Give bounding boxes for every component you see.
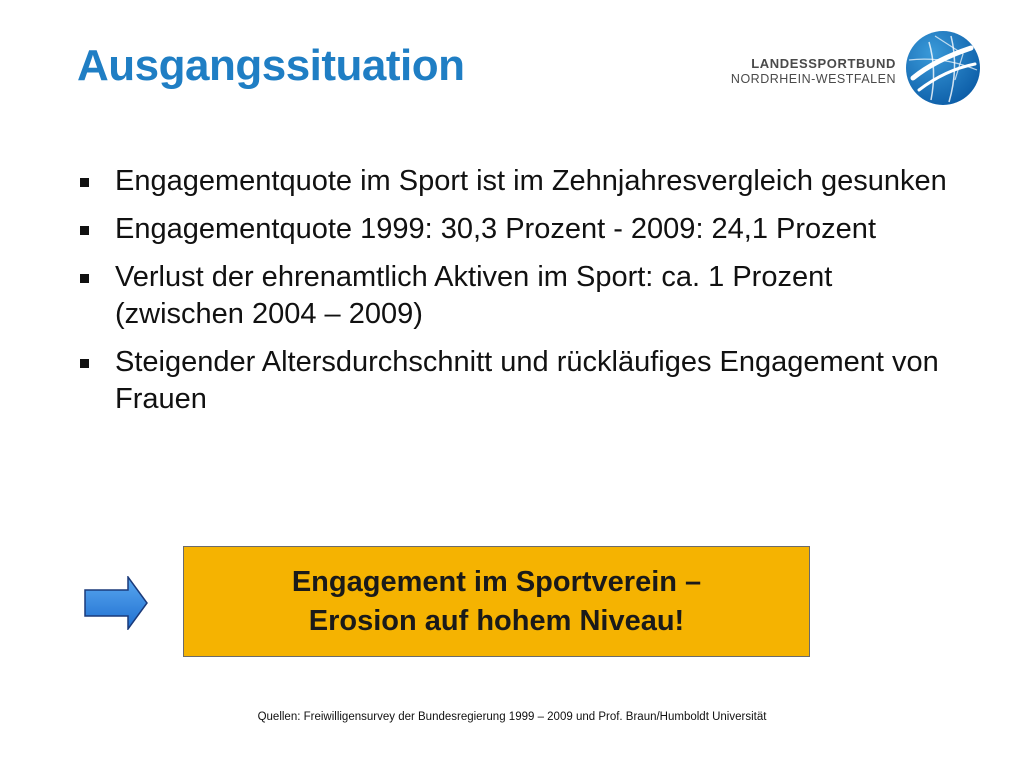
square-bullet-icon xyxy=(80,178,89,187)
arrow-right-icon xyxy=(84,576,148,630)
bullet-text: Steigender Altersdurchschnitt und rückläufiges Engagement von Frauen xyxy=(115,346,939,415)
square-bullet-icon xyxy=(80,359,89,368)
callout-line-1: Engagement im Sportverein – xyxy=(291,565,702,598)
slide-title: Ausgangssituation xyxy=(77,41,465,90)
logo-wordmark xyxy=(731,56,896,86)
bullet-item xyxy=(80,211,960,248)
bullet-item xyxy=(80,259,960,333)
bullet-text: Engagementquote 1999: 30,3 Prozent - 2009: 24,1 Prozent xyxy=(115,213,876,245)
callout-line-2: Erosion auf hohem Niveau! xyxy=(308,604,685,637)
square-bullet-icon xyxy=(80,226,89,235)
square-bullet-icon xyxy=(80,274,89,283)
bullet-item xyxy=(80,163,960,200)
lsb-globe-logo-icon xyxy=(905,30,981,106)
logo-line-1: LANDESSPORTBUND xyxy=(751,56,896,71)
source-footnote: Quellen: Freiwilligensurvey der Bundesregierung 1999 – 2009 und Prof. Braun/Humboldt Universität xyxy=(257,711,767,723)
conclusion-callout xyxy=(183,546,810,657)
bullet-item xyxy=(80,344,960,418)
bullet-list xyxy=(80,163,960,429)
bullet-text: Engagementquote im Sport ist im Zehnjahresvergleich gesunken xyxy=(115,165,947,197)
bullet-text: Verlust der ehrenamtlich Aktiven im Sport: ca. 1 Prozent (zwischen 2004 – 2009) xyxy=(115,261,833,330)
logo-line-2: NORDRHEIN-WESTFALEN xyxy=(730,72,896,86)
